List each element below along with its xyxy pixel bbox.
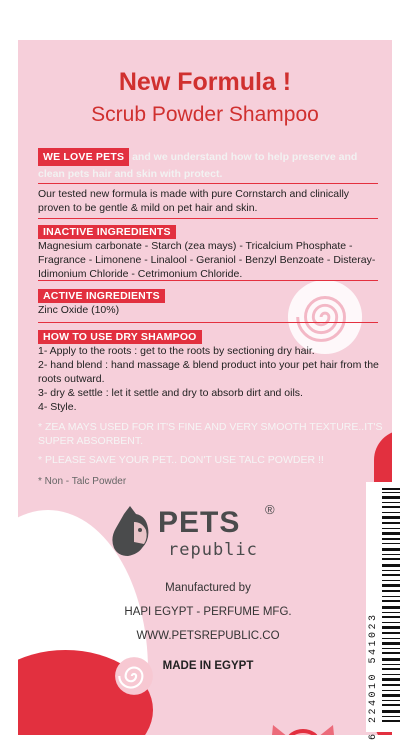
how-to-use-heading: HOW TO USE DRY SHAMPOO xyxy=(38,330,202,344)
divider xyxy=(38,322,378,323)
inactive-ingredients-heading: INACTIVE INGREDIENTS xyxy=(38,225,176,239)
howto-step: 1- Apply to the roots : get to the roots by sectioning dry hair. xyxy=(38,345,315,357)
candy-icon xyxy=(268,715,338,735)
website-text: WWW.PETSREPUBLIC.CO xyxy=(136,630,280,642)
howto-step: 3- dry & settle : let it settle and dry to absorb dirt and oils. xyxy=(38,387,303,399)
talc-warning-note: * PLEASE SAVE YOUR PET.. DON'T USE TALC POWDER !! xyxy=(38,454,324,466)
barcode-number: 6 224010 541023 xyxy=(368,612,379,740)
divider xyxy=(38,280,378,281)
we-love-pets-tag: WE LOVE PETS xyxy=(38,148,129,166)
zea-mays-note: * ZEA MAYS USED FOR IT'S FINE AND VERY SMOOTH TEXTURE..IT'S SUPER ABSORBENT. xyxy=(38,421,383,447)
description-text: Our tested new formula is made with pure Cornstarch and clinically proven to be gentle & mild on pet hair and skin. xyxy=(38,188,350,214)
howto-heading-wrap xyxy=(38,327,202,345)
registered-mark: ® xyxy=(265,502,275,517)
manufactured-by-label: Manufactured by xyxy=(165,582,251,594)
divider xyxy=(38,183,378,184)
intro-paragraph xyxy=(38,148,383,182)
dog-cat-icon xyxy=(110,504,158,566)
non-talc-note: * Non - Talc Powder xyxy=(38,476,127,487)
divider xyxy=(38,218,378,219)
howto-steps xyxy=(38,344,383,414)
product-subtitle: Scrub Powder Shampoo xyxy=(91,103,319,126)
inactive-heading-wrap xyxy=(38,222,176,240)
inactive-ingredients-text: Magnesium carbonate - Starch (zea mays) - Tricalcium Phosphate - Fragrance - Limonene - Linalool - Geraniol - Benzyl Benzoate - Disteray-Idimonium Chloride - Cetrimonium Chloride. xyxy=(38,240,376,280)
pets-republic-logo xyxy=(110,500,310,570)
product-label-panel xyxy=(18,40,392,735)
howto-step: 2- hand blend : hand massage & blend product into your pet hair from the roots outward. xyxy=(38,359,379,385)
howto-step: 4- Style. xyxy=(38,401,77,413)
brand-sub: republic xyxy=(168,540,258,560)
active-ingredients-text: Zinc Oxide (10%) xyxy=(38,304,120,316)
made-in-text: MADE IN EGYPT xyxy=(162,660,254,672)
product-title: New Formula ! xyxy=(118,68,292,96)
brand-name: PETS xyxy=(158,506,241,539)
active-heading-wrap xyxy=(38,286,165,304)
manufacturer-name: HAPI EGYPT - PERFUME MFG. xyxy=(124,606,292,618)
intro-text: and we understand how to help preserve and clean pets hair and skin with protect. xyxy=(38,151,358,180)
active-ingredients-heading: ACTIVE INGREDIENTS xyxy=(38,289,165,303)
